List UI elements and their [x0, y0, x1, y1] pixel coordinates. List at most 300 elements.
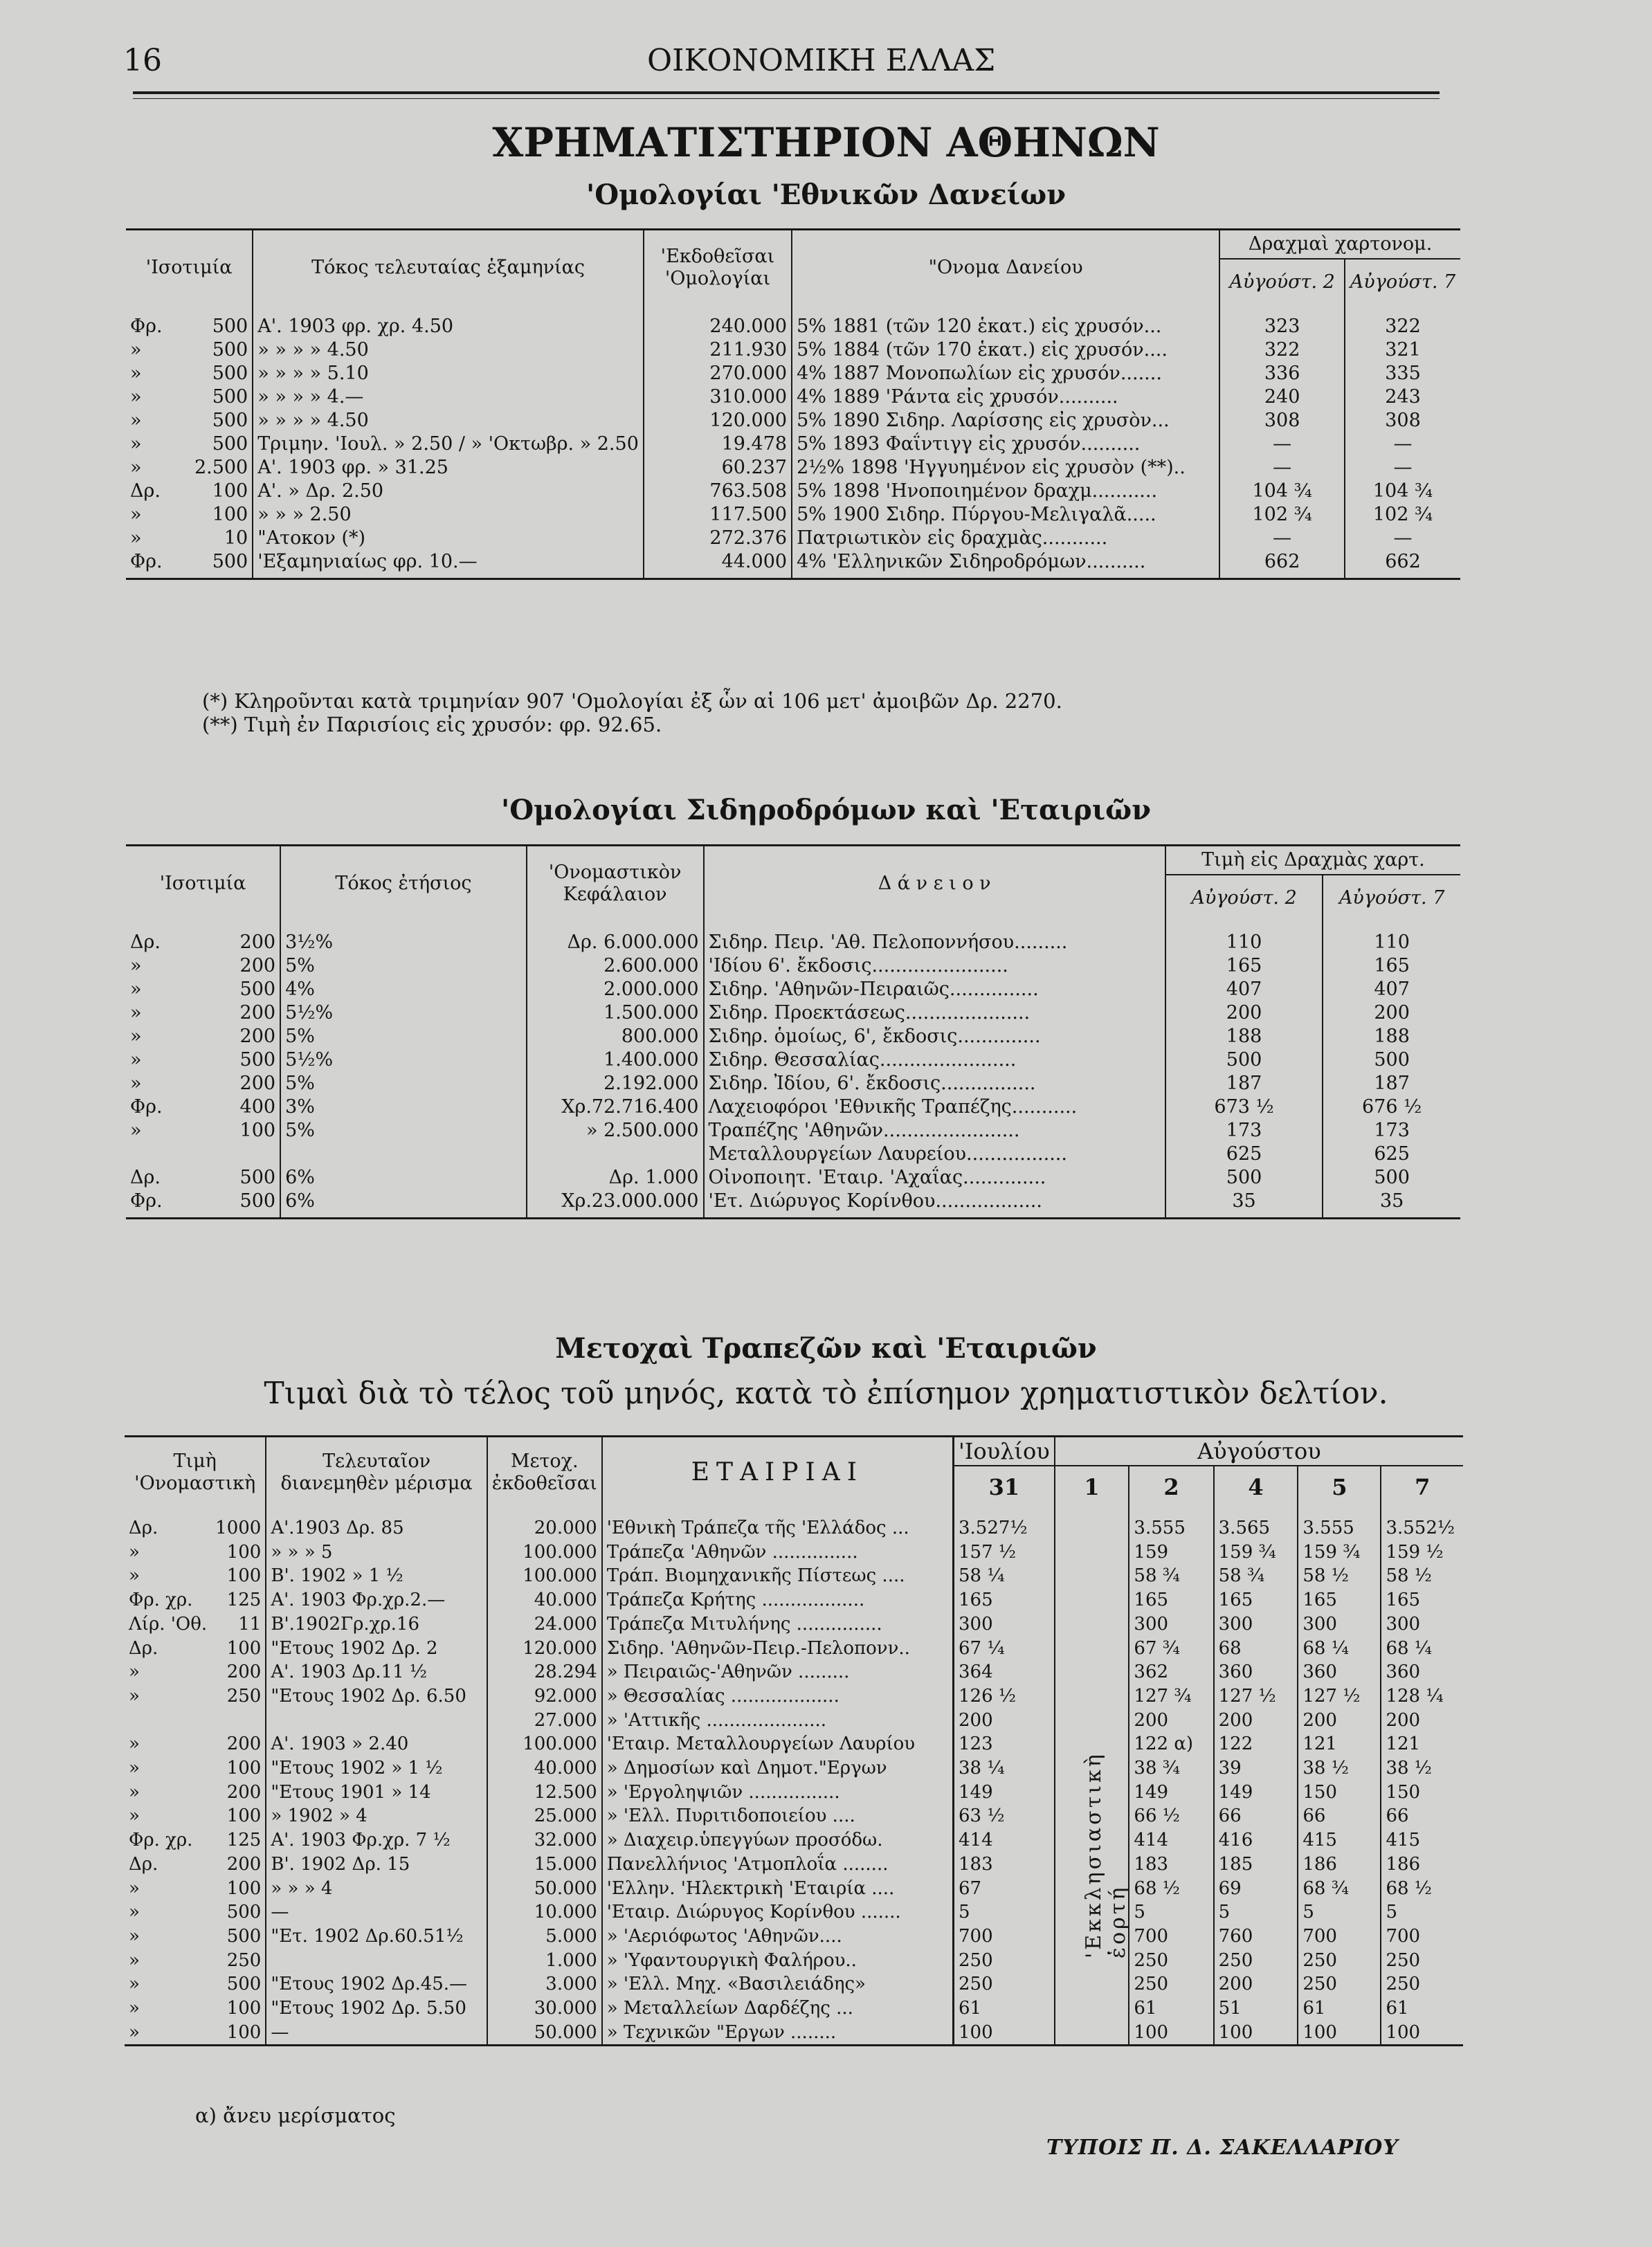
- par-cell: 500: [239, 1049, 276, 1071]
- loan-name-cell: 'Ετ. Διώρυγος Κορίνθου..................: [704, 1190, 1165, 1219]
- col-aug7: Αὐγούστ. 7: [1345, 259, 1460, 305]
- company-cell: 'Εταιρ. Μεταλλουργείων Λαυρίου: [602, 1732, 954, 1756]
- price-cell: 104 ¾: [1345, 480, 1460, 503]
- price-cell: 100: [1298, 2021, 1381, 2046]
- nominal-cell: 200: [226, 1734, 262, 1755]
- price-cell: 100: [953, 2021, 1054, 2046]
- loan-name-cell: 2½% 1898 'Ηγγυημένον εἰς χρυσὸν (**)..: [792, 456, 1219, 480]
- par-cell: 500: [239, 1167, 276, 1188]
- table-row: [126, 1119, 1460, 1143]
- table-row: [125, 1972, 1463, 1996]
- price-cell: 200: [1214, 1972, 1298, 1996]
- capital-cell: 2.600.000: [527, 954, 704, 978]
- dividend-cell: "Ετους 1902 Δρ. 2: [266, 1637, 487, 1661]
- railway-bonds-rows: [126, 921, 1460, 1219]
- shares-cell: 15.000: [487, 1853, 602, 1877]
- price-cell: 61: [953, 1996, 1054, 2021]
- table-row: [125, 1925, 1463, 1949]
- capital-cell: Δρ. 1.000: [527, 1166, 704, 1190]
- section-title-bank-shares: Μετοχαὶ Τραπεζῶν καὶ 'Εταιριῶν: [555, 1332, 1097, 1365]
- table-row: [126, 1143, 1460, 1166]
- par-cell: 200: [239, 1073, 276, 1094]
- rate-cell: 3%: [280, 1095, 527, 1119]
- table-row: [126, 1095, 1460, 1119]
- table-row: [126, 1025, 1460, 1048]
- issued-cell: 60.237: [644, 456, 792, 480]
- price-cell: 173: [1165, 1119, 1323, 1143]
- price-cell: 364: [953, 1660, 1054, 1684]
- price-cell: 183: [953, 1853, 1054, 1877]
- loan-name-cell: 4% 1887 Μονοπωλίων εἰς χρυσόν.......: [792, 362, 1219, 385]
- table-row: [125, 1612, 1463, 1637]
- dividend-cell: "Ετ. 1902 Δρ.60.51½: [266, 1925, 487, 1949]
- par-cell: 100: [212, 480, 248, 502]
- par-cell: 500: [167, 1190, 281, 1219]
- loan-name-cell: Μεταλλουργείων Λαυρείου.................: [704, 1143, 1165, 1166]
- table-row: [126, 338, 1460, 362]
- price-cell: 61: [1298, 1996, 1381, 2021]
- price-cell: 700: [953, 1925, 1054, 1949]
- section-title-national-loans: 'Ομολογίαι 'Εθνικῶν Δανείων: [586, 179, 1066, 211]
- table-row: [125, 1508, 1463, 1540]
- national-loans-rows: [126, 305, 1460, 579]
- price-cell: 300: [1214, 1612, 1298, 1637]
- currency-cell: »: [129, 1925, 140, 1947]
- price-cell: 187: [1165, 1072, 1323, 1095]
- price-cell: 165: [1214, 1588, 1298, 1612]
- price-cell: 250: [1214, 1949, 1298, 1973]
- currency-cell: »: [125, 2021, 211, 2046]
- table-row: [126, 1190, 1460, 1219]
- shares-cell: 20.000: [487, 1508, 602, 1540]
- price-cell: 5: [1381, 1900, 1463, 1925]
- company-cell: Πανελλήνιος 'Ατμοπλοΐα ........: [602, 1853, 954, 1877]
- col-loan: Δ ά ν ε ι ο ν: [704, 846, 1165, 922]
- issued-cell: 19.478: [644, 433, 792, 456]
- price-cell: 188: [1165, 1025, 1323, 1048]
- currency-cell: »: [130, 1026, 142, 1047]
- par-cell: 500: [212, 363, 248, 384]
- table-row: [126, 503, 1460, 527]
- price-cell: 414: [953, 1828, 1054, 1853]
- price-cell: 58 ¼: [953, 1564, 1054, 1588]
- dividend-cell: » » » 5: [266, 1540, 487, 1565]
- currency-cell: »: [130, 1049, 142, 1071]
- price-cell: 414: [1129, 1828, 1213, 1853]
- currency-cell: »: [129, 1541, 140, 1563]
- price-cell: 200: [1298, 1709, 1381, 1733]
- par-cell: 2.500: [194, 457, 248, 478]
- table-row: [125, 1588, 1463, 1612]
- railway-bonds-table: [126, 844, 1460, 1219]
- holiday-cell: [1055, 1972, 1129, 1996]
- price-cell: 250: [1129, 1949, 1213, 1973]
- price-cell: 35: [1165, 1190, 1323, 1219]
- price-cell: 323: [1219, 305, 1345, 338]
- price-cell: 185: [1214, 1853, 1298, 1877]
- price-cell: 63 ½: [953, 1804, 1054, 1828]
- table-row: [126, 978, 1460, 1001]
- price-cell: 66: [1381, 1804, 1463, 1828]
- coupon-cell: 'Εξαμηνιαίως φρ. 10.—: [253, 550, 644, 579]
- holiday-cell: [1055, 1996, 1129, 2021]
- par-cell: 500: [239, 979, 276, 1000]
- price-cell: 625: [1165, 1143, 1323, 1166]
- price-cell: 121: [1381, 1732, 1463, 1756]
- currency-cell: »: [130, 410, 142, 431]
- currency-cell: »: [129, 1734, 140, 1755]
- loan-name-cell: 'Ιδίου 6'. ἔκδοσις.......................: [704, 954, 1165, 978]
- price-cell: 322: [1345, 305, 1460, 338]
- company-cell: » Μεταλλείων Δαρδέζης ...: [602, 1996, 954, 2021]
- col-nominal: Τιμὴ 'Ονομαστικὴ: [125, 1437, 266, 1509]
- dividend-cell: [266, 1949, 487, 1973]
- company-cell: » 'Υφαντουργικὴ Φαλήρου..: [602, 1949, 954, 1973]
- company-cell: Τράπεζα Κρήτης ..................: [602, 1588, 954, 1612]
- currency-cell: »: [129, 1781, 140, 1803]
- header-rule: [133, 91, 1440, 94]
- price-cell: 250: [953, 1949, 1054, 1973]
- currency-cell: »: [130, 1120, 142, 1141]
- running-title: ΟΙΚΟΝΟΜΙΚΗ ΕΛΛΑΣ: [647, 43, 996, 78]
- loan-name-cell: 5% 1893 Φαΐντιγγ εἰς χρυσόν..........: [792, 433, 1219, 456]
- price-cell: 126 ½: [953, 1684, 1054, 1709]
- capital-cell: 2.192.000: [527, 1072, 704, 1095]
- currency-cell: Δρ.: [129, 1518, 158, 1538]
- section-subtitle: Τιμαὶ διὰ τὸ τέλος τοῦ μηνός, κατὰ τὸ ἐπίσημον χρηματιστικὸν δελτίον.: [264, 1376, 1388, 1411]
- table-row: [125, 1900, 1463, 1925]
- currency-cell: Φρ.: [126, 550, 167, 579]
- issued-cell: 272.376: [644, 527, 792, 550]
- dividend-cell: [266, 1709, 487, 1733]
- col-dividend: Τελευταῖον διανεμηθὲν μέρισμα: [266, 1437, 487, 1509]
- price-cell: 200: [1381, 1709, 1463, 1733]
- nominal-cell: 500: [226, 1974, 262, 1995]
- nominal-cell: 500: [226, 1902, 262, 1923]
- currency-cell: »: [130, 979, 142, 1000]
- col-nominal-capital: 'Ονομαστικὸν Κεφάλαιον: [527, 846, 704, 922]
- table-row: [126, 433, 1460, 456]
- loan-name-cell: 5% 1900 Σιδηρ. Πύργου-Μελιγαλᾶ.....: [792, 503, 1219, 527]
- price-cell: 200: [953, 1709, 1054, 1733]
- currency-cell: Λίρ. 'Οθ.: [129, 1613, 208, 1635]
- price-cell: 122 α): [1129, 1732, 1213, 1756]
- table-row: [126, 1048, 1460, 1072]
- col-aug2: Αὐγούστ. 2: [1165, 875, 1323, 921]
- price-cell: 335: [1345, 362, 1460, 385]
- issued-cell: 310.000: [644, 385, 792, 409]
- loan-name-cell: Λαχειοφόροι 'Εθνικῆς Τραπέζης...........: [704, 1095, 1165, 1119]
- price-cell: 122: [1214, 1732, 1298, 1756]
- price-cell: 68 ½: [1129, 1877, 1213, 1901]
- nominal-cell: 100: [226, 1565, 262, 1587]
- col-company: ΕΤΑΙΡΙΑΙ: [602, 1437, 954, 1509]
- price-cell: 66: [1298, 1804, 1381, 1828]
- nominal-cell: 100: [226, 1758, 262, 1779]
- shares-cell: 50.000: [487, 2021, 602, 2046]
- rate-cell: 5½%: [280, 1001, 527, 1025]
- price-cell: 38 ½: [1381, 1756, 1463, 1781]
- rate-cell: 4%: [280, 978, 527, 1001]
- col-aug-5: 5: [1298, 1466, 1381, 1508]
- par-cell: 200: [239, 955, 276, 976]
- loan-name-cell: Σιδηρ. Ἰδίου, 6'. ἔκδοσις................: [704, 1072, 1165, 1095]
- col-group-drachmas: Δραχμαὶ χαρτονομ.: [1219, 230, 1460, 260]
- price-cell: —: [1345, 456, 1460, 480]
- loan-name-cell: 5% 1881 (τῶν 120 ἑκατ.) εἰς χρυσόν...: [792, 305, 1219, 338]
- capital-cell: Χρ.72.716.400: [527, 1095, 704, 1119]
- capital-cell: 2.000.000: [527, 978, 704, 1001]
- price-cell: 66: [1214, 1804, 1298, 1828]
- table-row: [126, 409, 1460, 433]
- price-cell: 321: [1345, 338, 1460, 362]
- issued-cell: 240.000: [644, 305, 792, 338]
- price-cell: 68 ½: [1381, 1877, 1463, 1901]
- price-cell: 38 ¼: [953, 1756, 1054, 1781]
- company-cell: Τράπεζα 'Αθηνῶν ...............: [602, 1540, 954, 1565]
- col-aug7: Αὐγούστ. 7: [1323, 875, 1460, 921]
- company-cell: 'Εθνικὴ Τράπεζα τῆς 'Ελλάδος ...: [602, 1508, 954, 1540]
- dividend-cell: Β'. 1902 » 1 ½: [266, 1564, 487, 1588]
- loan-name-cell: Σιδηρ. Πειρ. 'Αθ. Πελοποννήσου.........: [704, 921, 1165, 954]
- price-cell: 67 ¾: [1129, 1637, 1213, 1661]
- currency-cell: »: [129, 1998, 140, 2019]
- price-cell: 68 ¼: [1298, 1637, 1381, 1661]
- price-cell: 165: [1298, 1588, 1381, 1612]
- price-cell: 760: [1214, 1925, 1298, 1949]
- dividend-cell: Α'. 1903 Δρ.11 ½: [266, 1660, 487, 1684]
- price-cell: 250: [953, 1972, 1054, 1996]
- price-cell: 700: [1381, 1925, 1463, 1949]
- company-cell: » Δημοσίων καὶ Δημοτ."Εργων: [602, 1756, 954, 1781]
- price-cell: —: [1219, 456, 1345, 480]
- price-cell: 35: [1323, 1190, 1460, 1219]
- company-cell: Σιδηρ. 'Αθηνῶν-Πειρ.-Πελοπονν..: [602, 1637, 954, 1661]
- price-cell: 243: [1345, 385, 1460, 409]
- currency-cell: Δρ.: [129, 1853, 158, 1875]
- table-row: [125, 1684, 1463, 1709]
- shares-cell: 24.000: [487, 1612, 602, 1637]
- company-cell: » Θεσσαλίας ...................: [602, 1684, 954, 1709]
- currency-cell: Δρ.: [129, 1637, 158, 1659]
- price-cell: 38 ¾: [1129, 1756, 1213, 1781]
- table-row: [125, 1781, 1463, 1805]
- coupon-cell: Α'. » Δρ. 2.50: [253, 480, 644, 503]
- table-row: [126, 527, 1460, 550]
- price-cell: 127 ½: [1214, 1684, 1298, 1709]
- price-cell: 68 ¼: [1381, 1637, 1463, 1661]
- currency-cell: »: [129, 1805, 140, 1827]
- price-cell: 69: [1214, 1877, 1298, 1901]
- table-row: [125, 1564, 1463, 1588]
- price-cell: 700: [1298, 1925, 1381, 1949]
- holiday-cell: [1055, 1612, 1129, 1637]
- coupon-cell: » » » » 5.10: [253, 362, 644, 385]
- nominal-cell: 100: [211, 2021, 266, 2046]
- table-row: [126, 921, 1460, 954]
- price-cell: 500: [1323, 1048, 1460, 1072]
- currency-cell: »: [129, 1758, 140, 1779]
- table-row: [126, 456, 1460, 480]
- table-row: [126, 550, 1460, 579]
- price-cell: 165: [1165, 954, 1323, 978]
- coupon-cell: Α'. 1903 φρ. » 31.25: [253, 456, 644, 480]
- price-cell: 102 ¾: [1219, 503, 1345, 527]
- price-cell: 110: [1323, 921, 1460, 954]
- coupon-cell: » » » » 4.50: [253, 409, 644, 433]
- rate-cell: 5%: [280, 1119, 527, 1143]
- price-cell: 188: [1323, 1025, 1460, 1048]
- price-cell: 500: [1165, 1166, 1323, 1190]
- price-cell: 662: [1345, 550, 1460, 579]
- currency-cell: »: [130, 339, 142, 361]
- holiday-cell: [1055, 1684, 1129, 1709]
- rate-cell: 6%: [280, 1166, 527, 1190]
- bank-shares-rows: [125, 1508, 1463, 2046]
- price-cell: 102 ¾: [1345, 503, 1460, 527]
- col-july-31: 31: [953, 1466, 1054, 1508]
- loan-name-cell: Τραπέζης 'Αθηνῶν.......................: [704, 1119, 1165, 1143]
- currency-cell: »: [130, 457, 142, 478]
- table-row: [125, 1853, 1463, 1877]
- price-cell: 308: [1345, 409, 1460, 433]
- rate-cell: 3½%: [280, 921, 527, 954]
- price-cell: 150: [1381, 1781, 1463, 1805]
- par-cell: 100: [212, 504, 248, 525]
- price-cell: 662: [1219, 550, 1345, 579]
- price-cell: 149: [953, 1781, 1054, 1805]
- company-cell: » Τεχνικῶν "Εργων ........: [602, 2021, 954, 2046]
- price-cell: 127 ½: [1298, 1684, 1381, 1709]
- header-rule-thin: [133, 98, 1440, 99]
- price-cell: 68: [1214, 1637, 1298, 1661]
- issued-cell: 44.000: [644, 550, 792, 579]
- footnote-1: (*) Κληροῦνται κατὰ τριμηνίαν 907 'Ομολογίαι ἐξ ὧν αἱ 106 μετ' ἀμοιβῶν Δρ. 2270.: [202, 689, 1062, 713]
- price-cell: 186: [1298, 1853, 1381, 1877]
- loan-name-cell: Σιδηρ. Προεκτάσεως.....................: [704, 1001, 1165, 1025]
- shares-cell: 100.000: [487, 1564, 602, 1588]
- shares-cell: 12.500: [487, 1781, 602, 1805]
- price-cell: 186: [1381, 1853, 1463, 1877]
- price-cell: 250: [1298, 1949, 1381, 1973]
- shares-cell: 25.000: [487, 1804, 602, 1828]
- table-row: [126, 385, 1460, 409]
- price-cell: 68 ¾: [1298, 1877, 1381, 1901]
- price-cell: 336: [1219, 362, 1345, 385]
- loan-name-cell: Σιδηρ. ὁμοίως, 6', ἔκδοσις..............: [704, 1025, 1165, 1048]
- par-cell: [167, 1143, 281, 1166]
- price-cell: 250: [1298, 1972, 1381, 1996]
- price-cell: 200: [1129, 1709, 1213, 1733]
- company-cell: Τράπ. Βιομηχανικῆς Πίστεως ....: [602, 1564, 954, 1588]
- par-cell: 10: [224, 527, 248, 549]
- par-cell: 500: [167, 550, 253, 579]
- currency-cell: »: [129, 1974, 140, 1995]
- col-loan-name: "Ονομα Δανείου: [792, 230, 1219, 306]
- currency-cell: »: [129, 1565, 140, 1587]
- price-cell: 250: [1381, 1972, 1463, 1996]
- price-cell: 58 ¾: [1129, 1564, 1213, 1588]
- par-cell: 500: [212, 316, 248, 337]
- capital-cell: 1.400.000: [527, 1048, 704, 1072]
- currency-cell: »: [130, 955, 142, 976]
- company-cell: 'Ελλην. 'Ηλεκτρικὴ 'Εταιρία ....: [602, 1877, 954, 1901]
- price-cell: 165: [953, 1588, 1054, 1612]
- price-cell: 700: [1129, 1925, 1213, 1949]
- par-cell: 500: [212, 410, 248, 431]
- price-cell: 159 ½: [1381, 1540, 1463, 1565]
- holiday-cell: [1055, 1637, 1129, 1661]
- issued-cell: 211.930: [644, 338, 792, 362]
- nominal-cell: 100: [226, 1805, 262, 1827]
- price-cell: 300: [1129, 1612, 1213, 1637]
- currency-cell: »: [130, 504, 142, 525]
- nominal-cell: 500: [226, 1925, 262, 1947]
- nominal-cell: 250: [226, 1685, 262, 1707]
- price-cell: 128 ¼: [1381, 1684, 1463, 1709]
- coupon-cell: » » » 2.50: [253, 503, 644, 527]
- coupon-cell: » » » » 4.—: [253, 385, 644, 409]
- price-cell: 360: [1381, 1660, 1463, 1684]
- holiday-cell: [1055, 1588, 1129, 1612]
- holiday-cell: [1055, 1540, 1129, 1565]
- shares-cell: 32.000: [487, 1828, 602, 1853]
- capital-cell: » 2.500.000: [527, 1119, 704, 1143]
- price-cell: 149: [1214, 1781, 1298, 1805]
- table-row: [125, 1660, 1463, 1684]
- capital-cell: [527, 1143, 704, 1166]
- table-row: [125, 1828, 1463, 1853]
- nominal-cell: 100: [226, 1877, 262, 1899]
- price-cell: 110: [1165, 921, 1323, 954]
- price-cell: 300: [953, 1612, 1054, 1637]
- table-row: [126, 1001, 1460, 1025]
- col-aug-1: 1: [1055, 1466, 1129, 1508]
- company-cell: » 'Εργοληψιῶν ................: [602, 1781, 954, 1805]
- loan-name-cell: 4% 1889 'Ράντα εἰς χρυσόν..........: [792, 385, 1219, 409]
- dividend-note: α) ἄνευ μερίσματος: [195, 2104, 396, 2127]
- bank-shares-table: [125, 1435, 1463, 2046]
- dividend-cell: Β'.1902Γρ.χρ.16: [266, 1612, 487, 1637]
- currency-cell: »: [130, 527, 142, 549]
- price-cell: 58 ¾: [1214, 1564, 1298, 1588]
- col-group-price: Τιμὴ εἰς Δραχμὰς χαρτ.: [1165, 846, 1460, 875]
- main-title: ΧΡΗΜΑΤΙΣΤΗΡΙΟΝ ΑΘΗΝΩΝ: [492, 119, 1160, 166]
- currency-cell: »: [129, 1902, 140, 1923]
- par-cell: 500: [212, 433, 248, 455]
- shares-cell: 92.000: [487, 1684, 602, 1709]
- price-cell: 200: [1323, 1001, 1460, 1025]
- price-cell: 250: [1381, 1949, 1463, 1973]
- price-cell: 200: [1165, 1001, 1323, 1025]
- dividend-cell: Α'. 1903 Φρ.χρ.2.—: [266, 1588, 487, 1612]
- table-row: [125, 1756, 1463, 1781]
- price-cell: 165: [1323, 954, 1460, 978]
- price-cell: 3.555: [1298, 1508, 1381, 1540]
- national-loans-table: [126, 228, 1460, 580]
- par-cell: 200: [239, 1026, 276, 1047]
- capital-cell: 1.500.000: [527, 1001, 704, 1025]
- price-cell: 183: [1129, 1853, 1213, 1877]
- dividend-cell: "Ετους 1902 Δρ. 6.50: [266, 1684, 487, 1709]
- table-row: [125, 1709, 1463, 1733]
- nominal-cell: [211, 1709, 266, 1733]
- price-cell: 150: [1298, 1781, 1381, 1805]
- price-cell: 3.565: [1214, 1508, 1298, 1540]
- price-cell: 250: [1129, 1972, 1213, 1996]
- col-aug-2: 2: [1129, 1466, 1213, 1508]
- price-cell: 3.527½: [953, 1508, 1054, 1540]
